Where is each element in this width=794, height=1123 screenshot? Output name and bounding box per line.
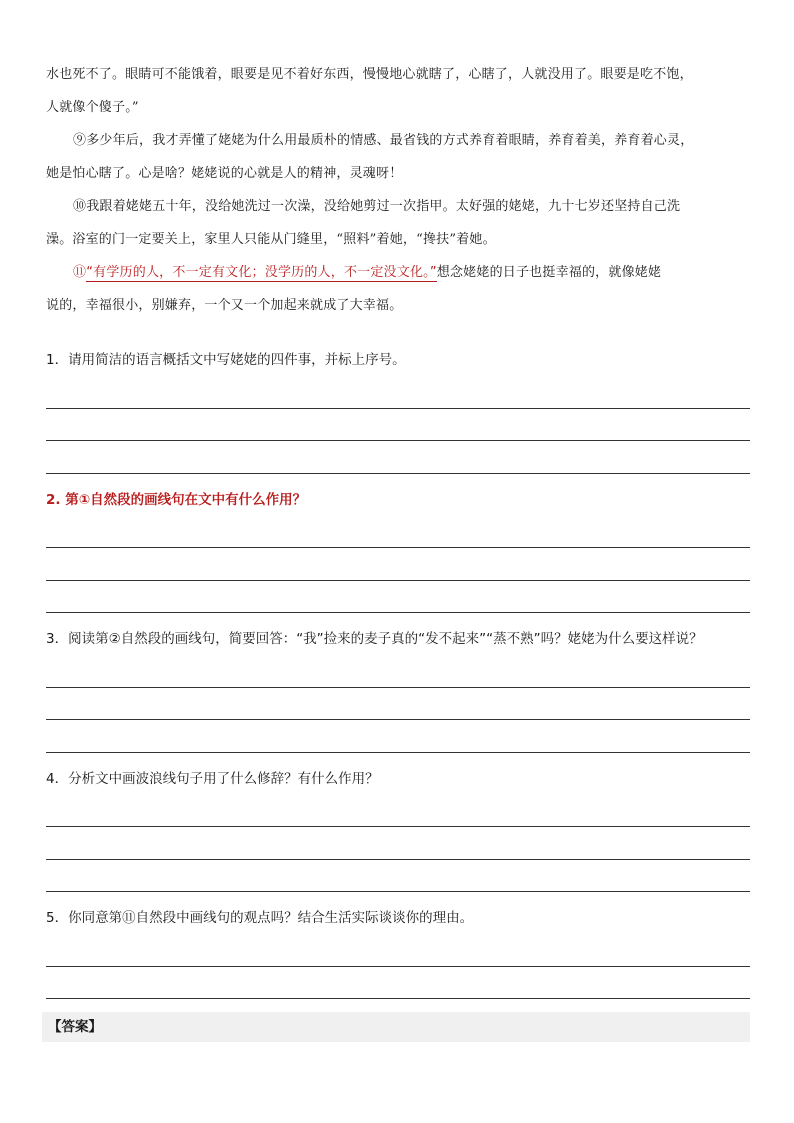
- question-4: [46, 763, 750, 893]
- question-text: 1．请用简洁的语言概括文中写姥姥的四件事，并标上序号。: [46, 352, 406, 368]
- answer-line[interactable]: [46, 581, 750, 614]
- question-text: 2. 第①自然段的画线句在文中有什么作用？: [46, 491, 307, 508]
- question-text: 3．阅读第②自然段的画线句，简要回答：“我”捡来的麦子真的“发不起来”“蒸不熟”吗？姥姥为什么要这样说？: [46, 631, 703, 647]
- passage-line: 水也死不了。眼睛可不能饿着，眼要是见不着好东西，慢慢地心就瞎了，心瞎了，人就没用了。眼要是吃不饱，: [46, 67, 693, 82]
- paragraph-10-line: ⑩我跟着姥姥五十年，没给她洗过一次澡，没给她剪过一次指甲。太好强的姥姥，九十七岁还坚持自己洗: [73, 199, 681, 214]
- question-text: 5．你同意第⑪自然段中画线句的观点吗？结合生活实际谈谈你的理由。: [46, 910, 474, 926]
- paragraph-10-line: 澡。浴室的门一定要关上，家里人只能从门缝里，“照料”着她，“搀扶”着她。: [46, 232, 496, 247]
- paragraph-11-rest: 想念姥姥的日子也挺幸福的，就像姥姥: [436, 265, 662, 280]
- reading-passage: [46, 58, 750, 322]
- answer-line[interactable]: [46, 548, 750, 581]
- answer-section-header: [42, 1012, 750, 1042]
- answer-line[interactable]: [46, 860, 750, 893]
- answer-label: 【答案】: [48, 1019, 102, 1035]
- paragraph-11-number: ⑪: [73, 265, 87, 280]
- passage-line: 人就像个傻子。”: [46, 100, 139, 115]
- question-list: [46, 344, 750, 1032]
- answer-line[interactable]: [46, 827, 750, 860]
- answer-line[interactable]: [46, 795, 750, 828]
- paragraph-11-line: [46, 256, 750, 289]
- answer-line[interactable]: [46, 409, 750, 442]
- passage-body: [46, 58, 750, 322]
- answer-line[interactable]: [46, 967, 750, 1000]
- answer-line[interactable]: [46, 934, 750, 967]
- answer-line[interactable]: [46, 720, 750, 753]
- question-3: [46, 623, 750, 753]
- question-text: 4．分析文中画波浪线句子用了什么修辞？有什么作用？: [46, 770, 379, 787]
- underlined-sentence: “有学历的人，不一定有文化；没学历的人，不一定没文化。”: [86, 265, 437, 280]
- paragraph-9-line: ⑨多少年后，我才弄懂了姥姥为什么用最质朴的情感、最省钱的方式养育着眼睛，养育着美，养育着心灵，: [73, 133, 694, 148]
- paragraph-11-line: 说的，幸福很小，别嫌弃，一个又一个加起来就成了大幸福。: [46, 298, 403, 313]
- question-1: [46, 344, 750, 474]
- answer-line[interactable]: [46, 441, 750, 474]
- answer-line[interactable]: [46, 688, 750, 721]
- answer-line[interactable]: [46, 516, 750, 549]
- answer-line[interactable]: [46, 376, 750, 409]
- question-2: [46, 484, 750, 614]
- answer-line[interactable]: [46, 655, 750, 688]
- paragraph-9-line: 她是怕心瞎了。心是啥？姥姥说的心就是人的精神，灵魂呀！: [46, 166, 403, 181]
